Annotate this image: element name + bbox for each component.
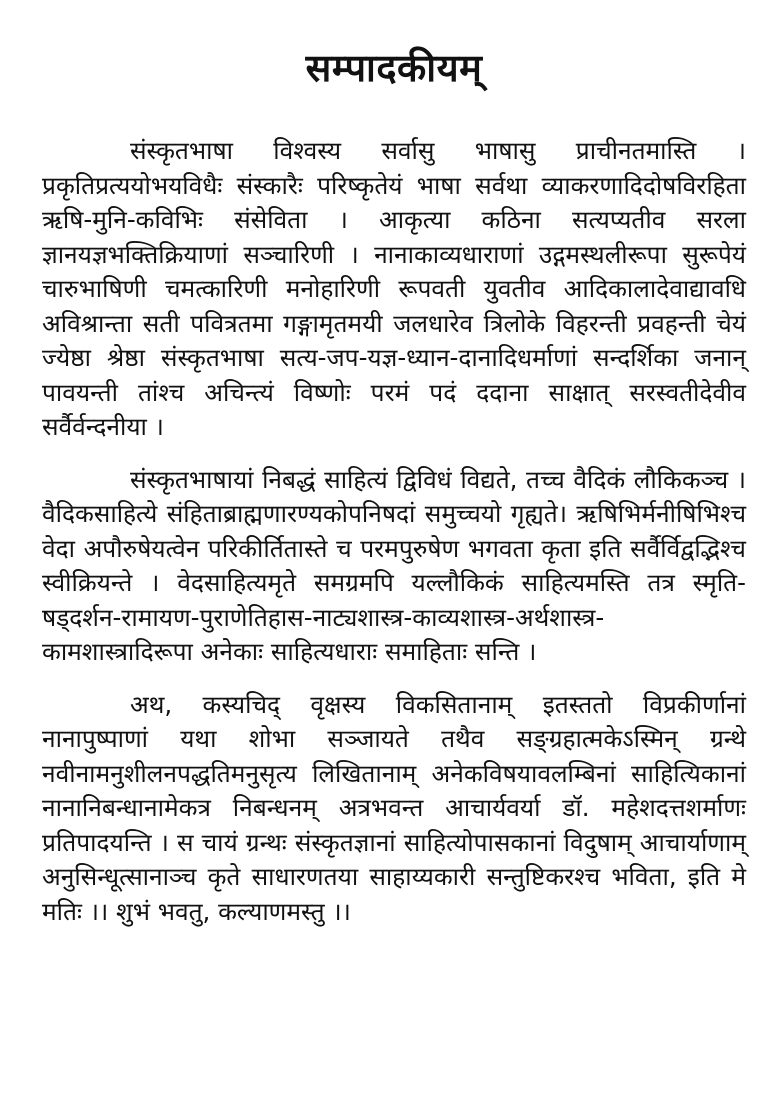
paragraph-2: संस्कृतभाषायां निबद्धं साहित्यं द्विविधं विद्यते, तच्च वैदिकं लौकिकञ्च । वैदिकसाहित्ये संहिताब्राह्मणारण्यकोपनिषदां समुच्चयो गृह्यते। ऋषिभिर्मनीषिभिश्च वेदा अपौरुषेयत्वेन परिकीर्तितास्ते च परमपुरुषेण भगवता कृता इति सर्वैर्विद्वद्भिश्च स्वीक्रियन्ते । वेदसाहित्यमृते समग्रमपि यल्लौकिकं साहित्यमस्ति तत्र स्मृति-षड्दर्शन-रामायण-पुराणेतिहास-नाट्यशास्त्र-काव्यशास्त्र-अर्थशास्त्र-कामशास्त्रादिरूपा अनेकाः साहित्यधाराः समाहिताः सन्ति । [42,464,746,666]
paragraph-1: संस्कृतभाषा विश्वस्य सर्वासु भाषासु प्राचीनतमास्ति । प्रकृतिप्रत्ययोभयविधैः संस्कारैः परिष्कृतेयं भाषा सर्वथा व्याकरणादिदोषविरहिता ऋषि-मुनि-कविभिः संसेविता । आकृत्या कठिना सत्यप्यतीव सरला ज्ञानयज्ञभक्तिक्रियाणां सञ्चारिणी । नानाकाव्यधाराणां उद्गमस्थलीरूपा सुरूपेयं चारुभाषिणी चमत्कारिणी मनोहारिणी रूपवती युवतीव आदिकालादेवाद्यावधि अविश्रान्ता सती पवित्रतमा गङ्गामृतमयी जलधारेव त्रिलोके विहरन्ती प्रवहन्ती चेयं ज्येष्ठा श्रेष्ठा संस्कृतभाषा सत्य-जप-यज्ञ-ध्यान-दानादिधर्माणां सन्दर्शिका जनान् पावयन्ती तांश्च अचिन्त्यं विष्णोः परमं पदं ददाना साक्षात् सरस्वतीदेवीव सर्वैर्वन्दनीया । [42,136,746,441]
paragraph-3: अथ, कस्यचिद् वृक्षस्य विकसितानाम् इतस्ततो विप्रकीर्णानां नानापुष्पाणां यथा शोभा सञ्जायते तथैव सङ्ग्रहात्मकेऽस्मिन् ग्रन्थे नवीनामनुशीलनपद्धतिमनुसृत्य लिखितानाम् अनेकविषयावलम्बिनां साहित्यिकानां नानानिबन्धानामेकत्र निबन्धनम् अत्रभवन्त आचार्यवर्या डॉ. महेशदत्तशर्माणः प्रतिपादयन्ति । स चायं ग्रन्थः संस्कृतज्ञानां साहित्योपासकानां विदुषाम् आचार्याणाम् अनुसिन्धूत्सानाञ्च कृते साधारणतया साहाय्यकारी सन्तुष्टिकरश्च भविता, इति मे मतिः ।। शुभं भवतु, कल्याणमस्तु ।। [42,689,746,926]
page-title: सम्पादकीयम् [305,46,483,90]
